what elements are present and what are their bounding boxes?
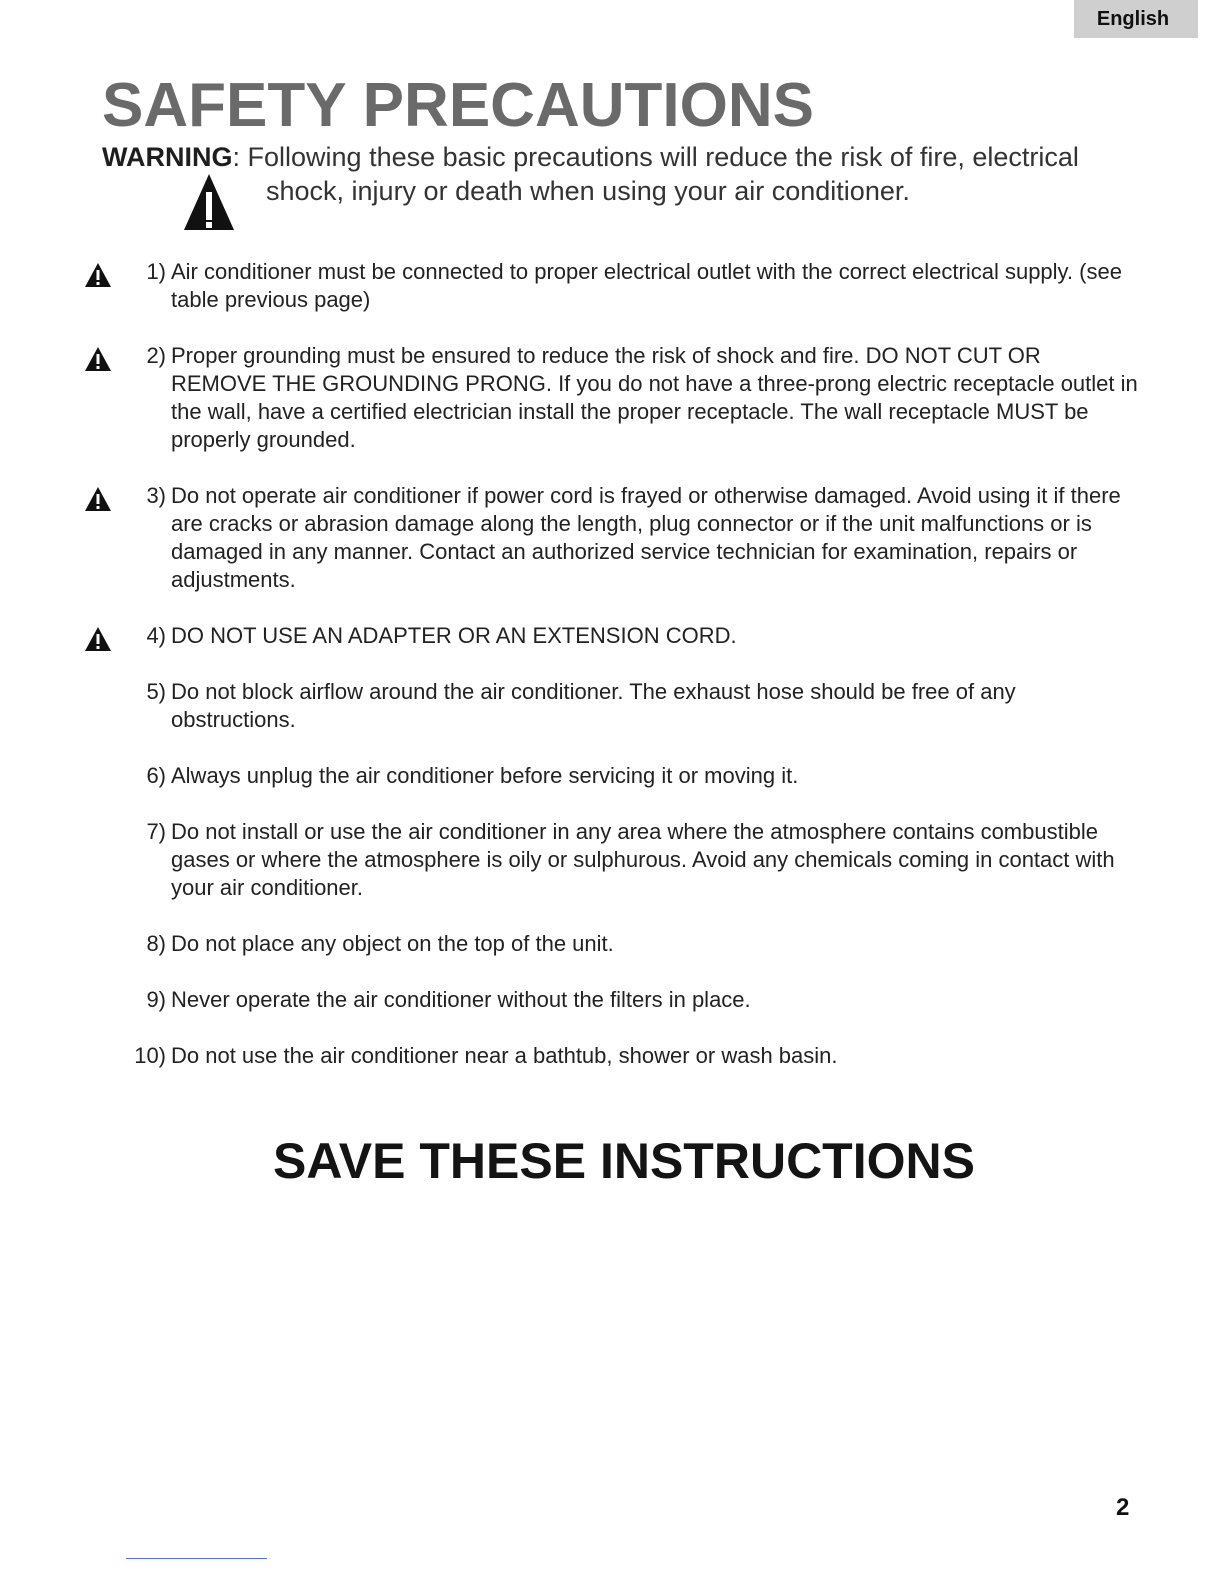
warning-line-2: shock, injury or death when using your air conditioner. bbox=[266, 176, 910, 206]
item-number: 5) bbox=[146, 679, 166, 704]
item-text: Proper grounding must be ensured to reduce the risk of shock and fire. DO NOT CUT OR REMOVE THE GROUNDING PRONG. If you do not have a three-prong electric receptacle outlet in the wall, have a certified electrician install the proper receptacle. The wall receptacle MUST be properly grounded. bbox=[171, 343, 1138, 452]
item-number: 3) bbox=[146, 483, 166, 508]
warning-colon: : bbox=[232, 142, 241, 172]
item-text: Never operate the air conditioner without the filters in place. bbox=[171, 987, 751, 1012]
warning-triangle-icon bbox=[84, 346, 112, 372]
item-text: DO NOT USE AN ADAPTER OR AN EXTENSION CORD. bbox=[171, 623, 737, 648]
warning-statement bbox=[102, 140, 1112, 208]
item-text: Do not block airflow around the air conditioner. The exhaust hose should be free of any obstructions. bbox=[171, 679, 1016, 732]
language-tab bbox=[1074, 0, 1198, 38]
item-number: 9) bbox=[146, 987, 166, 1012]
page-number: 2 bbox=[1116, 1494, 1130, 1521]
item-number: 1) bbox=[146, 259, 166, 284]
item-number: 10) bbox=[134, 1043, 166, 1068]
item-text: Air conditioner must be connected to proper electrical outlet with the correct electrical supply. (see table previous page) bbox=[171, 259, 1122, 312]
item-number: 2) bbox=[146, 343, 166, 368]
warning-line-1: Following these basic precautions will reduce the risk of fire, electrical bbox=[240, 142, 1079, 172]
item-text: Do not operate air conditioner if power cord is frayed or otherwise damaged. Avoid using it if there are cracks or abrasion damage along the length, plug connector or if the unit malfunctions or is damaged in any manner. Contact an authorized service technician for examination, repairs or adjustments. bbox=[171, 483, 1121, 592]
save-instructions-heading: SAVE THESE INSTRUCTIONS bbox=[273, 1133, 975, 1189]
warning-triangle-icon bbox=[84, 626, 112, 652]
item-text: Do not install or use the air conditioner in any area where the atmosphere contains combustible gases or where the atmosphere is oily or sulphurous. Avoid any chemicals coming in contact with your air conditioner. bbox=[171, 819, 1115, 900]
warning-triangle-icon bbox=[84, 262, 112, 288]
warning-triangle-icon bbox=[182, 172, 236, 232]
item-number: 7) bbox=[146, 819, 166, 844]
item-text: Do not place any object on the top of the unit. bbox=[171, 931, 614, 956]
item-number: 6) bbox=[146, 763, 166, 788]
item-number: 8) bbox=[146, 931, 166, 956]
warning-label: WARNING bbox=[102, 142, 233, 172]
footer-divider bbox=[126, 1558, 267, 1559]
item-number: 4) bbox=[146, 623, 166, 648]
item-text: Always unplug the air conditioner before servicing it or moving it. bbox=[171, 763, 799, 788]
item-text: Do not use the air conditioner near a bathtub, shower or wash basin. bbox=[171, 1043, 838, 1068]
warning-triangle-icon bbox=[84, 486, 112, 512]
page-title: SAFETY PRECAUTIONS bbox=[102, 71, 814, 140]
language-label: English bbox=[1096, 7, 1170, 30]
